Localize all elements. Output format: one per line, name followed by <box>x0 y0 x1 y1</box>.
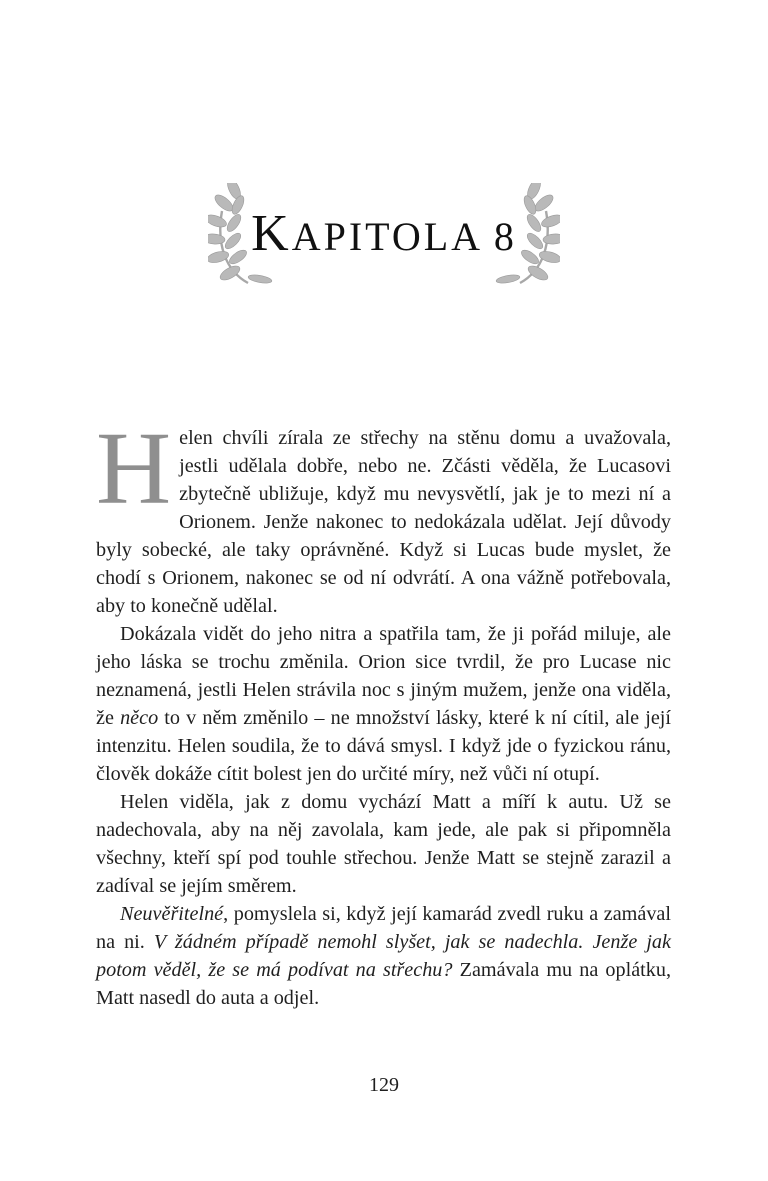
paragraph-3-text: Helen viděla, jak z domu vychází Matt a míří k autu. Už se nadechovala, aby na něj zavolala, kam jede, ale pak si připomněla všechny, kteří spí pod touhle střechou. Jenže Matt se stejně zarazil a zadíval se jejím směrem. <box>96 791 671 897</box>
paragraph-4-text-b: Zamávala mu na oplátku, Matt nasedl do auta a odjel. <box>96 959 671 1009</box>
drop-cap: H <box>96 411 172 526</box>
paragraph-4-text-a: , pomyslela si, když její kamarád zvedl ruku a zamával na ni. <box>96 903 671 953</box>
paragraph-4-emphasis-b: V žádném případě nemohl slyšet, jak se nadechla. Jenže jak potom věděl, že se má podívat na střechu? <box>96 931 671 981</box>
paragraph-2-text-b: to v něm změnilo – ne množství lásky, které k ní cítil, ale její intenzitu. Helen soudila, že to dává smysl. I když jde o fyzickou ránu, člověk dokáže cítit bolest jen do určité míry, než vůči ní otupí. <box>96 707 672 785</box>
paragraph-2 <box>96 620 671 788</box>
chapter-title <box>208 205 560 262</box>
paragraph-1-text: elen chvíli zírala ze střechy na stěnu domu a uvažovala, jestli udělala dobře, nebo ne. Zčásti věděla, že Lucasovi zbytečně ubližuje, když mu nevysvětlí, jak je to mezi ní a Orionem. Jenže nakonec to nedokázala udělat. Její důvody byly sobecké, ale taky oprávněné. Když si Lucas bude myslet, že chodí s Orionem, nakonec se od ní odvrátí. A ona vážně potřebovala, aby to konečně udělal. <box>96 427 671 617</box>
page-number: 129 <box>369 1074 399 1096</box>
paragraph-1 <box>96 411 671 620</box>
paragraph-2-emphasis: něco <box>120 707 159 729</box>
paragraph-4-emphasis-a: Neuvěřitelné <box>120 903 224 925</box>
chapter-body <box>96 411 672 1012</box>
chapter-heading <box>208 183 560 287</box>
chapter-title-initial: K <box>251 205 292 262</box>
paragraph-3 <box>96 788 671 900</box>
paragraph-2-text-a: Dokázala vidět do jeho nitra a spatřila tam, že ji pořád miluje, ale jeho láska se trochu změnila. Orion sice tvrdil, že pro Lucase nic neznamená, jestli Helen strávila noc s jiným mužem, jenže ona viděla, že <box>96 623 671 729</box>
chapter-title-rest: APITOLA 8 <box>291 214 517 259</box>
paragraph-4 <box>96 900 671 1012</box>
